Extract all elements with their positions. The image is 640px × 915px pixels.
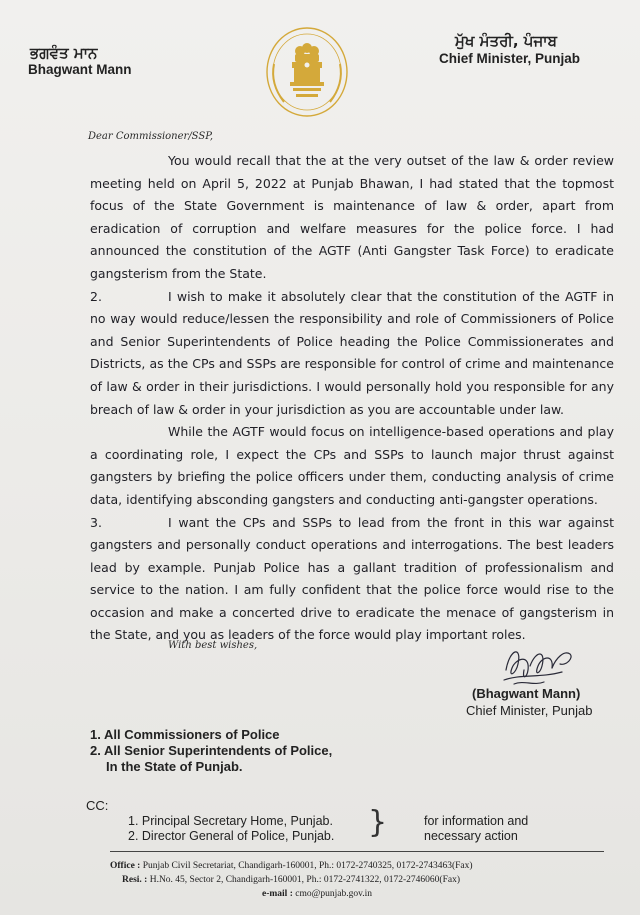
paragraph-3: [90, 512, 614, 648]
letter-body: [90, 150, 614, 647]
paragraph-2-text: I wish to make it absolutely clear that the constitution of the AGTF in no way would reduce/lessen the responsibility and role of Commissioners of Police and Senior Superintendents of Police heading the Police Commissionerates and Districts, as the CPs and SSPs are responsible for control of crime and maintenance of law & order in their jurisdictions. I would personally hold you responsible for any breach of law & order in your jurisdiction as you are accountable under law.: [90, 288, 614, 417]
recipient-item: 1. All Commissioners of Police: [90, 727, 280, 742]
sender-name-english: Bhagwant Mann: [28, 62, 132, 77]
sender-name-punjabi: ਭਗਵੰਤ ਮਾਨ: [30, 44, 98, 62]
brace-icon: }: [368, 805, 388, 840]
recipient-item: In the State of Punjab.: [106, 759, 243, 774]
footer-email-label: e-mail :: [262, 889, 293, 899]
paragraph-2b: While the AGTF would focus on intelligence-based operations and play a coordinating role, I expect the CPs and SSPs to launch major thrust against gangsters by briefing the police officers under them, conducting analysis of crime data, identifying absconding gangsters and conducting anti-gangster operations.: [90, 424, 614, 507]
cc-item: 1. Principal Secretary Home, Punjab.: [128, 814, 333, 828]
footer-email-text: cmo@punjab.gov.in: [295, 889, 372, 899]
cc-note-line-1: for information and: [424, 814, 529, 828]
office-title-english: Chief Minister, Punjab: [439, 51, 581, 66]
paragraph-1: You would recall that the at the very outset of the law & order review meeting held on April 5, 2022 at Punjab Bhawan, I had stated that the topmost focus of the State Government is maintenance of law & order, apart from eradication of corruption and welfare measures for the police force. I had announced the constitution of the AGTF (Anti Gangster Task Force) to eradicate gangsterism from the State.: [90, 153, 614, 281]
footer-residence: [122, 875, 460, 885]
state-emblem-icon: [262, 24, 352, 120]
signer-name: (Bhagwant Mann): [472, 686, 581, 701]
footer-divider: [110, 851, 604, 852]
office-title-punjabi: ਮੁੱਖ ਮੰਤਰੀ, ਪੰਜਾਬ: [455, 32, 557, 50]
footer-office-text: Punjab Civil Secretariat, Chandigarh-160001, Ph.: 0172-2740325, 0172-2743463(Fax): [142, 861, 473, 871]
paragraph-2-number: 2.: [90, 288, 102, 304]
signer-title: Chief Minister, Punjab: [466, 703, 593, 718]
recipient-item: 2. All Senior Superintendents of Police,: [90, 743, 333, 758]
footer-office: [110, 861, 473, 871]
paragraph-3-text: I want the CPs and SSPs to lead from the front in this war against gangsters and personally conduct operations and interrogations. The best leaders lead by example. Punjab Police has a gallant tradition of professionalism and service to the nation. I am fully confident that the police force would rise to the occasion and make a concerted drive to eradicate the menace of gangsterism in the State, and you as leaders of the force would play important roles.: [90, 514, 614, 643]
footer-resi-label: Resi. :: [122, 875, 148, 885]
closing-line: With best wishes,: [168, 640, 258, 651]
cc-note-line-2: necessary action: [424, 829, 518, 843]
paragraph-3-number: 3.: [90, 514, 102, 530]
cc-label: CC:: [86, 798, 109, 813]
signature-icon: [500, 640, 580, 690]
footer-office-label: Office :: [110, 861, 141, 871]
footer-email: [262, 889, 372, 899]
salutation: Dear Commissioner/SSP,: [88, 131, 214, 142]
cc-item: 2. Director General of Police, Punjab.: [128, 829, 335, 843]
paragraph-2: [90, 286, 614, 422]
footer-resi-text: H.No. 45, Sector 2, Chandigarh-160001, Ph.: 0172-2741322, 0172-2746060(Fax): [149, 875, 461, 885]
